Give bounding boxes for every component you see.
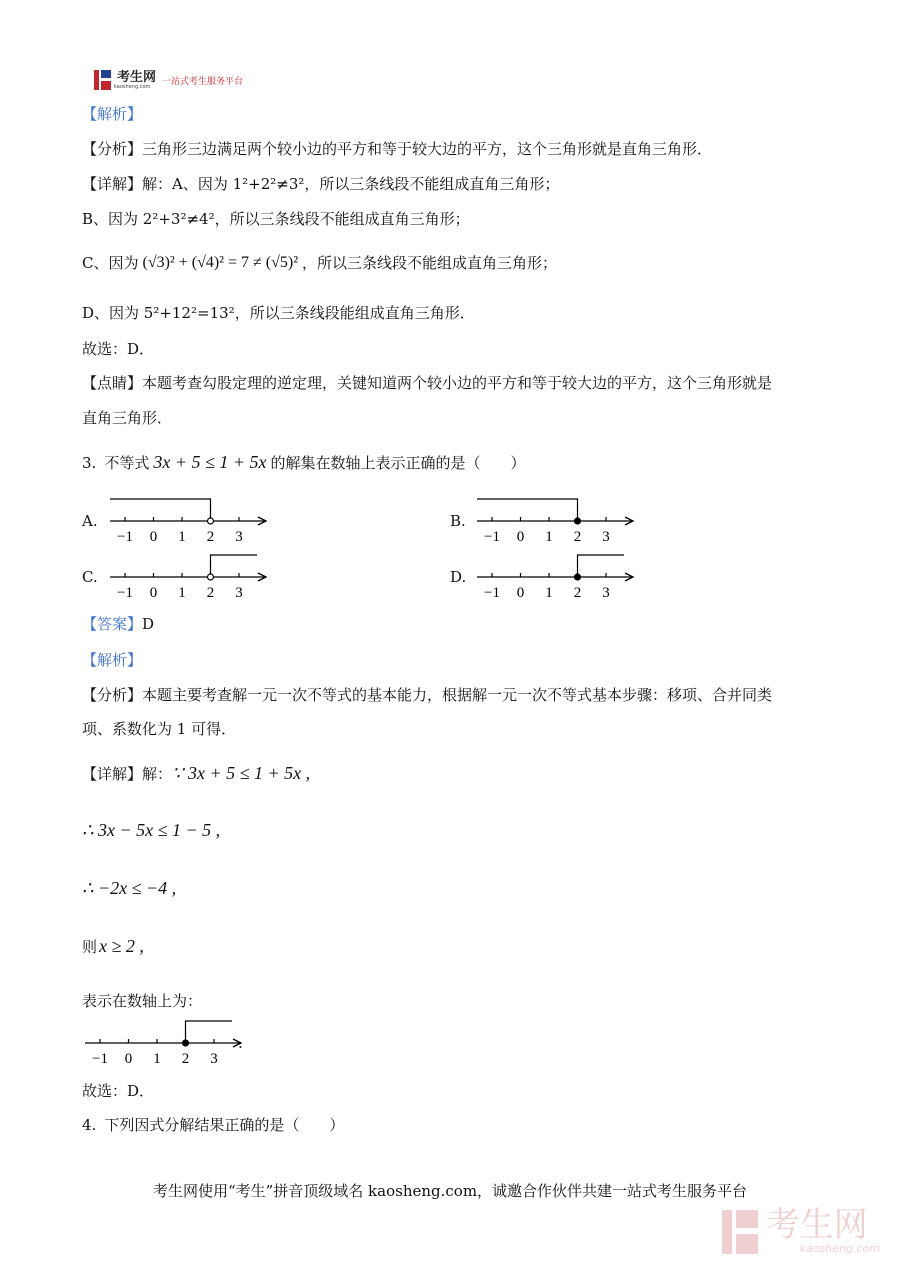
logo-mark-icon: [94, 70, 112, 90]
q3-option-c-label: C.: [82, 568, 98, 586]
q3-stem-suffix: 的解集在数轴上表示正确的是（ ）: [270, 454, 526, 472]
axis-tick-label: 1: [178, 529, 186, 545]
q3-detail-prefix: 【详解】解：: [82, 765, 173, 783]
axis-tick-label: 0: [124, 1051, 133, 1067]
axis-tick-label: −1: [92, 1051, 108, 1067]
q4-stem: 下列因式分解结果正确的是（ ）: [104, 1116, 345, 1134]
watermark-name: 考生网: [765, 1205, 868, 1245]
solution-ray: [211, 555, 258, 577]
open-endpoint: [208, 574, 214, 580]
axis-tick-label: −1: [117, 529, 133, 545]
axis-tick-label: 0: [149, 529, 158, 545]
axis-tick-label: 0: [516, 585, 525, 601]
axis-tick-label: 2: [573, 585, 582, 601]
watermark: [722, 1205, 880, 1255]
axis-tick-label: 1: [545, 585, 553, 601]
axis-tick-label: −1: [484, 585, 500, 601]
q3-stem-prefix: 不等式: [104, 454, 150, 472]
q3-step-3: ∴ −2x ≤ −4 ,: [82, 878, 177, 898]
solution-ray: [186, 1021, 233, 1043]
axis-tick-label: 3: [602, 529, 610, 545]
q3-answer-value: D: [142, 615, 155, 633]
header-logo: [94, 70, 243, 90]
q3-final-numberline: [80, 1012, 250, 1072]
q2-line-b: B、因为 2²+3²≠4²，所以三条线段不能组成直角三角形；: [82, 210, 470, 228]
q3-step-1: ∵ 3x + 5 ≤ 1 + 5x ,: [172, 763, 311, 783]
page-footer: 考生网使用“考生”拼音顶级域名 kaosheng.com，诚邀合作伙伴共建一站式考生服务平台: [152, 1182, 748, 1200]
axis-tick-label: 2: [206, 529, 215, 545]
axis-tick-label: 3: [235, 585, 243, 601]
axis-tick-label: 2: [181, 1051, 190, 1067]
q3-number: 3.: [82, 453, 97, 472]
q3-step-4-prefix: 则: [82, 938, 98, 956]
open-endpoint: [208, 518, 214, 524]
q3-jiexi-tag: 【解析】: [82, 651, 143, 669]
closed-endpoint: [575, 574, 581, 580]
q4-number: 4.: [82, 1116, 97, 1134]
axis-tick-label: 3: [235, 529, 243, 545]
q2-line-d: D、因为 5²+12²=13²，所以三条线段能组成直角三角形．: [82, 304, 475, 322]
q2-jiexi-tag: 【解析】: [82, 105, 143, 123]
q3-option-d-numberline: [472, 546, 642, 606]
q3-option-c-numberline: [105, 546, 275, 606]
q2-comment-2: 直角三角形．: [82, 409, 173, 427]
q3-axis-intro: 表示在数轴上为：: [82, 992, 203, 1010]
axis-tick-label: −1: [484, 529, 500, 545]
axis-tick-label: 3: [210, 1051, 218, 1067]
axis-tick-label: 1: [178, 585, 186, 601]
axis-tick-label: 0: [149, 585, 158, 601]
q3-stem: [82, 452, 526, 473]
q2-analysis: 【分析】三角形三边满足两个较小边的平方和等于较大边的平方，这个三角形就是直角三角形．: [82, 140, 713, 158]
q3-option-a-label: A.: [82, 512, 98, 530]
q3-step-2: ∴ 3x − 5x ≤ 1 − 5 ,: [82, 820, 221, 840]
axis-tick-label: 2: [206, 585, 215, 601]
axis-tick-label: 0: [516, 529, 525, 545]
q2-detail-a: 【详解】解：A、因为 1²+2²≠3²，所以三条线段不能组成直角三角形；: [82, 175, 560, 193]
q3-stem-formula: 3x + 5 ≤ 1 + 5x: [153, 452, 267, 472]
axis-tick-label: 2: [573, 529, 582, 545]
q3-choice: 故选：D．: [82, 1082, 155, 1100]
q3-step-4: x ≥ 2 ,: [99, 936, 144, 956]
q3-analysis-2: 项、系数化为 1 可得．: [82, 720, 237, 738]
q3-answer-tag: 【答案】: [82, 615, 143, 633]
closed-endpoint: [183, 1040, 189, 1046]
q2-line-c-suffix: ，所以三条线段不能组成直角三角形；: [302, 254, 558, 272]
watermark-logo-icon: [722, 1210, 760, 1254]
q3-final-trailing: .: [238, 1034, 243, 1052]
axis-tick-label: 1: [153, 1051, 161, 1067]
q3-option-d-label: D.: [450, 568, 467, 586]
q3-answer: [82, 613, 154, 634]
solution-ray: [578, 555, 625, 577]
logo-slogan: 一站式考生服务平台: [162, 76, 244, 87]
logo-domain: kaosheng.com: [114, 83, 151, 90]
q3-analysis-1: 【分析】本题主要考查解一元一次不等式的基本能力，根据解一元一次不等式基本步骤：移项、合并同类: [82, 686, 773, 704]
q2-line-c: [82, 252, 557, 273]
axis-tick-label: 1: [545, 529, 553, 545]
q2-comment-1: 【点睛】本题考查勾股定理的逆定理，关键知道两个较小边的平方和等于较大边的平方，这个三角形就是: [82, 374, 773, 392]
closed-endpoint: [575, 518, 581, 524]
q2-line-c-formula: (√3)² + (√4)² = 7 ≠ (√5)²: [142, 253, 299, 271]
logo-name: 考生网: [117, 69, 157, 85]
q4-stem-line: [82, 1114, 344, 1135]
q2-choice: 故选：D．: [82, 340, 155, 358]
q3-step-4-line: [82, 936, 144, 957]
axis-tick-label: 3: [602, 585, 610, 601]
q3-option-b-label: B.: [450, 512, 466, 530]
axis-tick-label: −1: [117, 585, 133, 601]
q3-step-1-line: [82, 763, 310, 784]
q2-line-c-prefix: C、因为: [82, 254, 139, 272]
watermark-domain: kaosheng.com: [799, 1242, 880, 1255]
